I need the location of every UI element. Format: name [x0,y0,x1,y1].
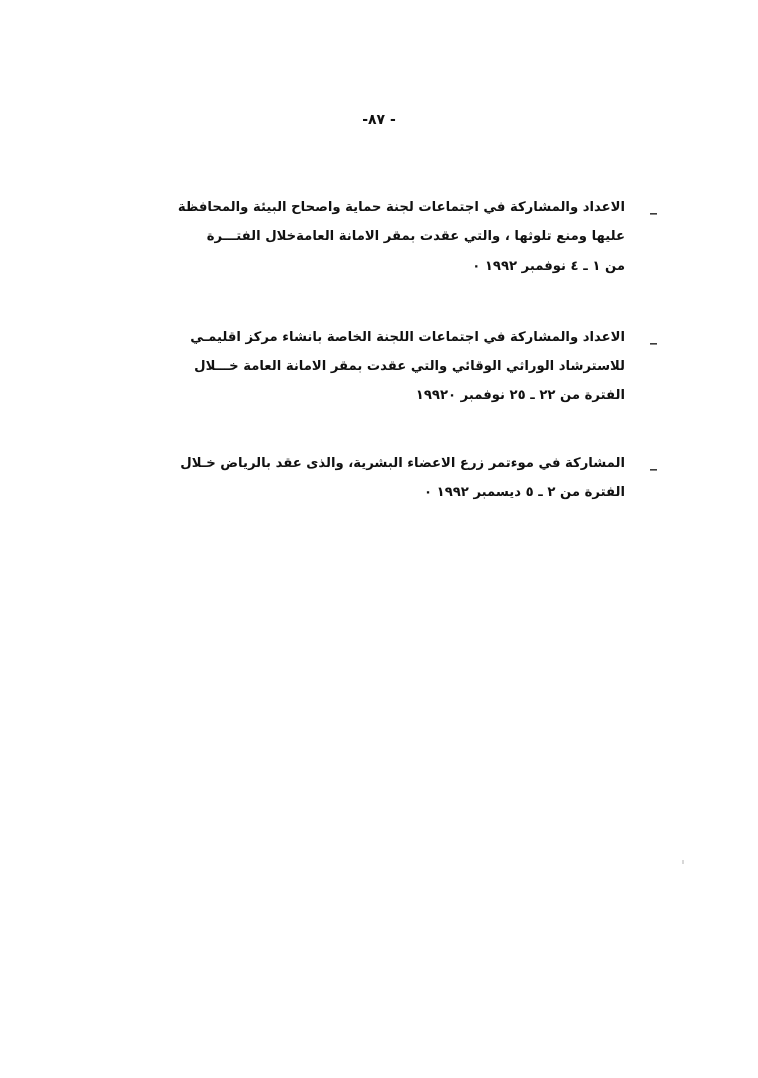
text-line: الفترة من ٢ ـ ٥ ديسمبر ١٩٩٢ ٠ [424,485,625,501]
list-item [165,449,657,508]
list-item [165,323,657,411]
list-item-text [177,193,625,281]
text-line: الاعداد والمشاركة في اجتماعات اللجنة الخاصة بانشاء مركز اقليمـي [190,329,625,345]
list-bullet: _ [650,199,657,215]
page-number: - ٨٧- [362,112,396,128]
list-bullet: _ [650,328,657,345]
text-line: الاعداد والمشاركة في اجتماعات لجنة حماية واصحاح البيئة والمحافظة [177,200,625,215]
text-line: الفترة من ٢٢ ـ ٢٥ نوفمبر ١٩٩٢٠ [415,388,625,404]
list-bullet: _ [650,454,657,471]
list-item [165,193,657,281]
text-line: عليها ومنع تلوثها ، والتي عقدت بمقر الامانة العامةخلال الفتـــرة [206,229,625,245]
text-line: من ١ ـ ٤ نوفمبر ١٩٩٢ ٠ [472,258,625,274]
list-item-text [180,449,625,508]
text-line: للاسترشاد الوراثي الوقائي والتي عقدت بمقر الامانة العامة خـــلال [194,359,625,375]
list-item-text [190,323,625,411]
text-line: المشاركة في موءتمر زرع الاعضاء البشرية، والذى عقد بالرياض خـلال [180,455,625,471]
item-list [165,193,657,549]
scan-speck [682,860,684,864]
